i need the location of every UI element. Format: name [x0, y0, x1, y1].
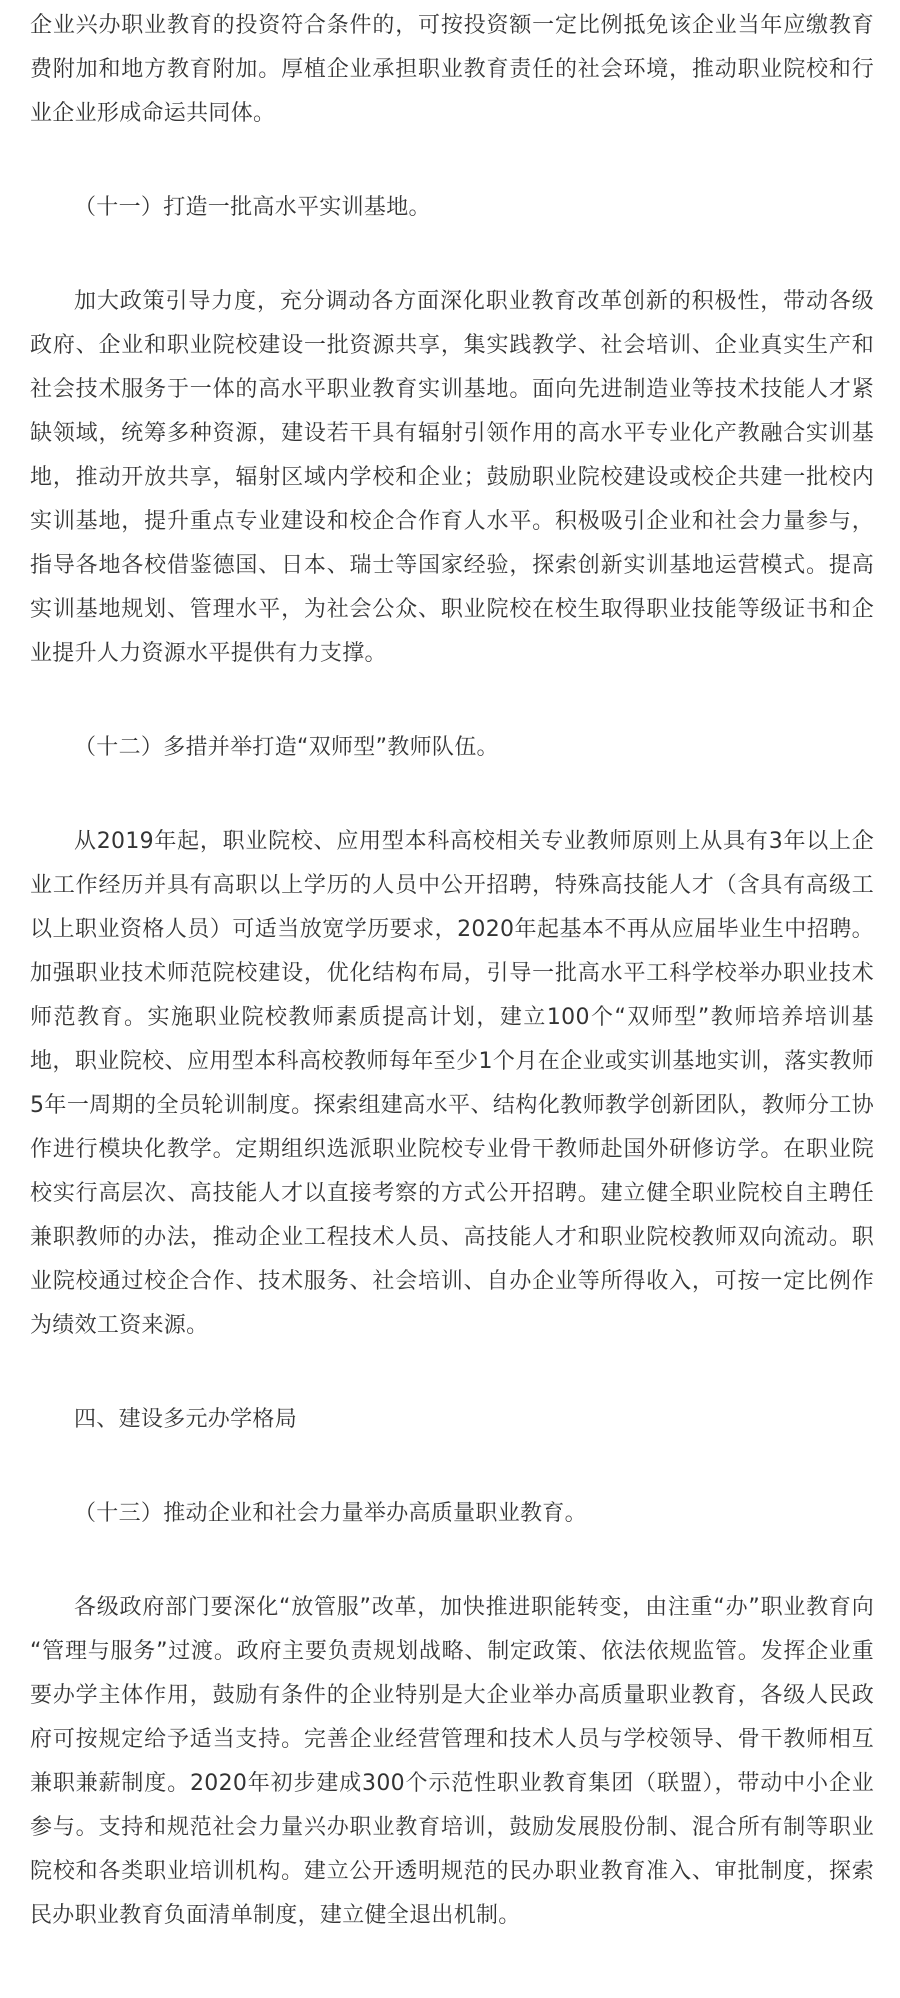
item-heading-12: （十二）多措并举打造“双师型”教师队伍。 — [74, 735, 499, 760]
section-heading-4: 四、建设多元办学格局 — [74, 1407, 298, 1432]
paragraph: 加大政策引导力度，充分调动各方面深化职业教育改革创新的积极性，带动各级政府、企业和职业院校建设一批资源共享，集实践教学、社会培训、企业真实生产和社会技术服务于一体的高水平职业教育实训基地。面向先进制造业等技术技能人才紧缺领域，统筹多种资源，建设若干具有辐射引领作用的高水平专业化产教融合实训基地，推动开放共享，辐射区域内学校和企业；鼓励职业院校建设或校企共建一批校内实训基地，提升重点专业建设和校企合作育人水平。积极吸引企业和社会力量参与，指导各地各校借鉴德国、日本、瑞士等国家经验，探索创新实训基地运营模式。提高实训基地规划、管理水平，为社会公众、职业院校在校生取得职业技能等级证书和企业提升人力资源水平提供有力支撑。 — [30, 289, 874, 666]
paragraph: 从2019年起，职业院校、应用型本科高校相关专业教师原则上从具有3年以上企业工作经历并具有高职以上学历的人员中公开招聘，特殊高技能人才（含具有高级工以上职业资格人员）可适当放宽学历要求，2020年起基本不再从应届毕业生中招聘。加强职业技术师范院校建设，优化结构布局，引导一批高水平工科学校举办职业技术师范教育。实施职业院校教师素质提高计划，建立100个“双师型”教师培养培训基地，职业院校、应用型本科高校教师每年至少1个月在企业或实训基地实训，落实教师5年一周期的全员轮训制度。探索组建高水平、结构化教师教学创新团队，教师分工协作进行模块化教学。定期组织选派职业院校专业骨干教师赴国外研修访学。在职业院校实行高层次、高技能人才以直接考察的方式公开招聘。建立健全职业院校自主聘任兼职教师的办法，推动企业工程技术人员、高技能人才和职业院校教师双向流动。职业院校通过校企合作、技术服务、社会培训、自办企业等所得收入，可按一定比例作为绩效工资来源。 — [30, 829, 874, 1338]
paragraph: 各级政府部门要深化“放管服”改革，加快推进职能转变，由注重“办”职业教育向“管理与服务”过渡。政府主要负责规划战略、制定政策、依法依规监管。发挥企业重要办学主体作用，鼓励有条件的企业特别是大企业举办高质量职业教育，各级人民政府可按规定给予适当支持。完善企业经营管理和技术人员与学校领导、骨干教师相互兼职兼薪制度。2020年初步建成300个示范性职业教育集团（联盟），带动中小企业参与。支持和规范社会力量兴办职业教育培训，鼓励发展股份制、混合所有制等职业院校和各类职业培训机构。建立公开透明规范的民办职业教育准入、审批制度，探索民办职业教育负面清单制度，建立健全退出机制。 — [30, 1595, 874, 1928]
item-heading-11: （十一）打造一批高水平实训基地。 — [74, 195, 431, 220]
item-heading-13: （十三）推动企业和社会力量举办高质量职业教育。 — [74, 1501, 587, 1526]
paragraph-continuation: 企业兴办职业教育的投资符合条件的，可按投资额一定比例抵免该企业当年应缴教育费附加和地方教育附加。厚植企业承担职业教育责任的社会环境，推动职业院校和行业企业形成命运共同体。 — [30, 13, 874, 126]
